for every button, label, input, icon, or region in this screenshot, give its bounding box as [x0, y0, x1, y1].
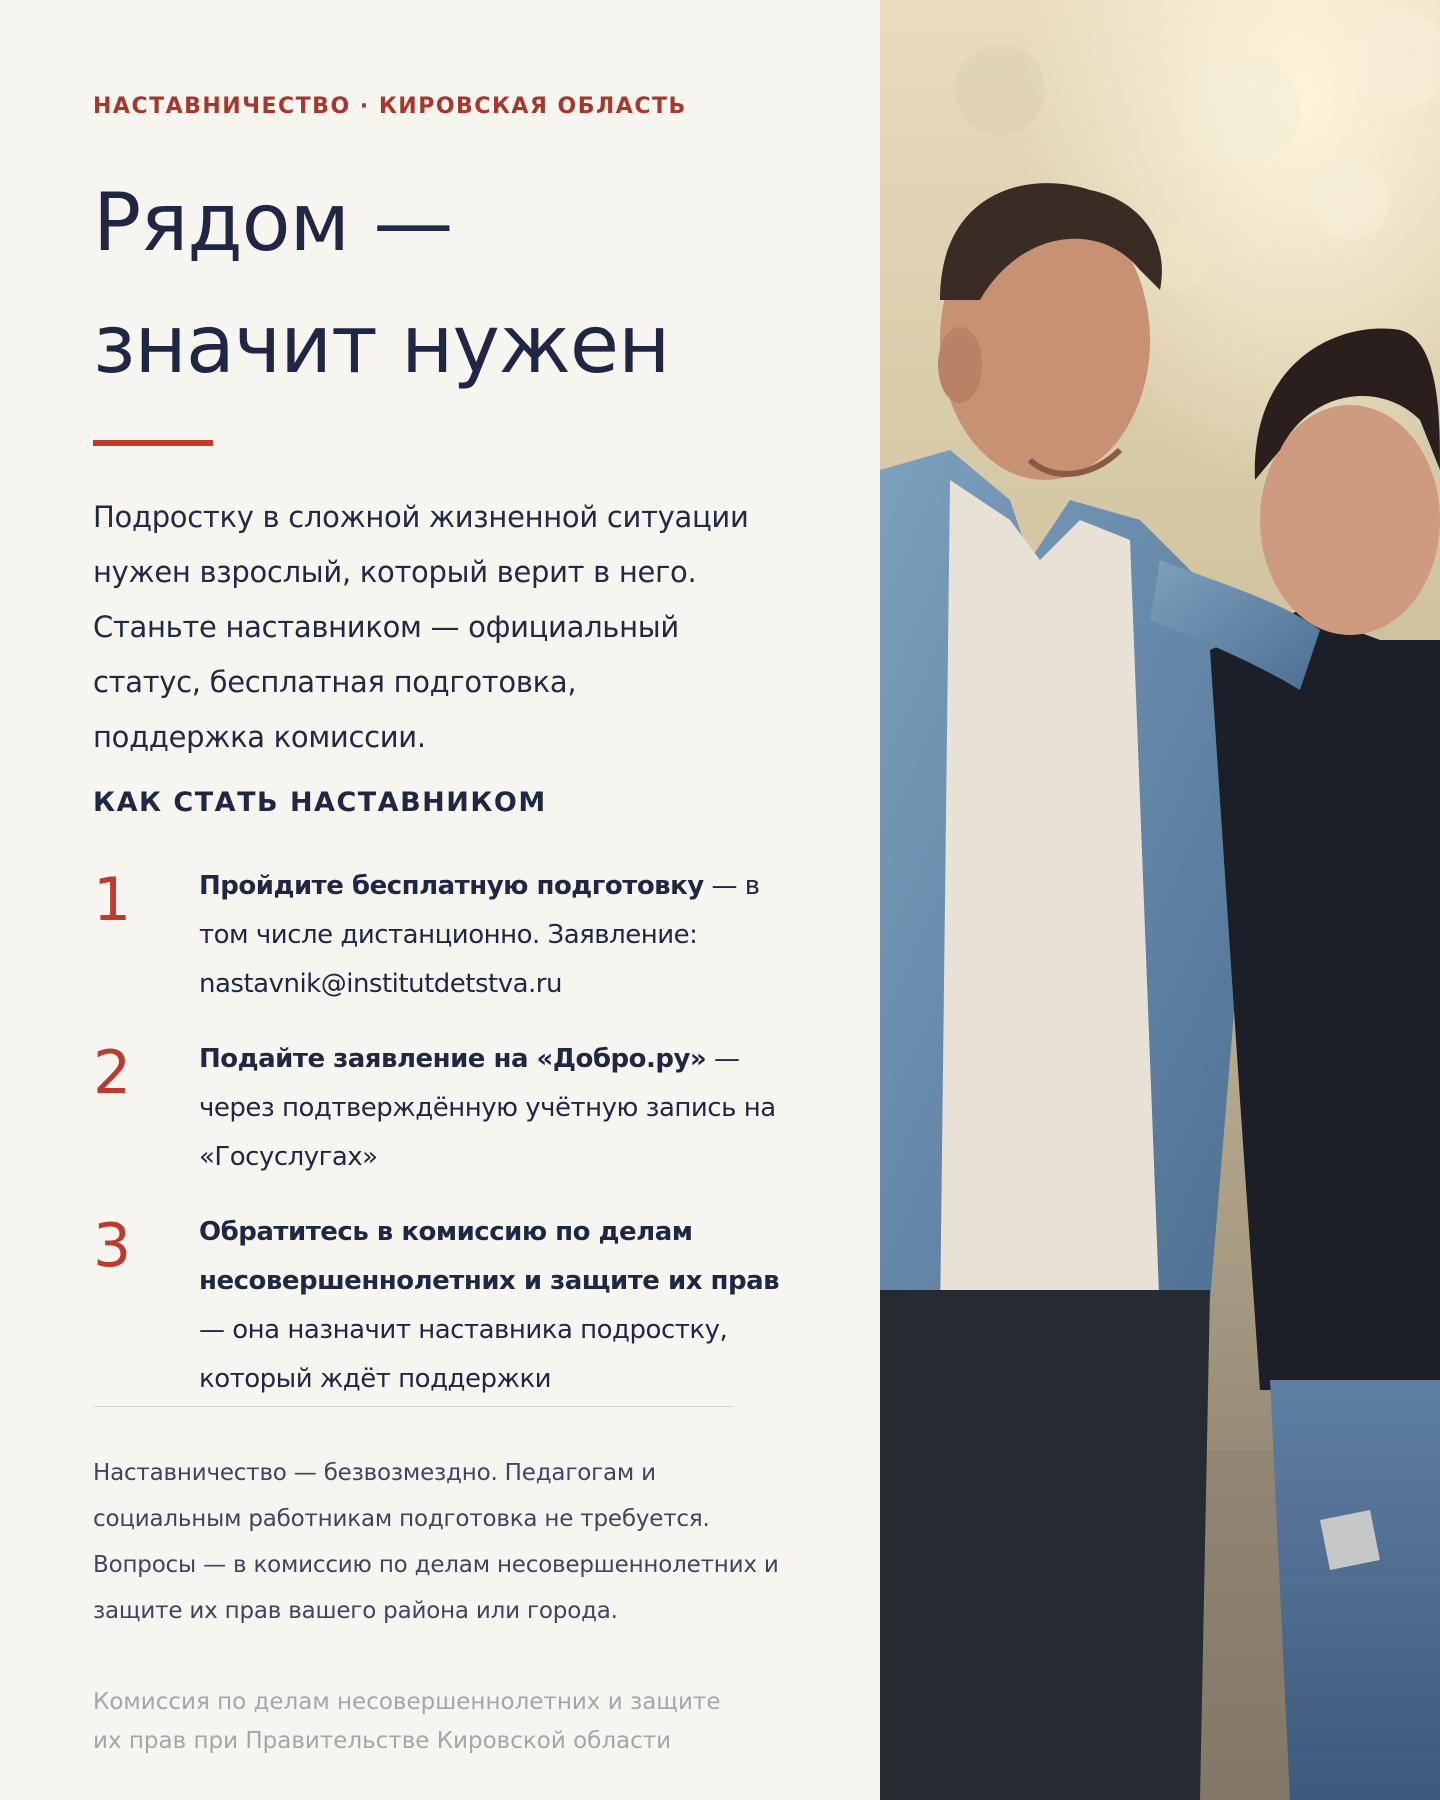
- step-2-rest: — через подтверждённую учётную запись на «Госуслугах»: [199, 1044, 776, 1172]
- kicker: НАСТАВНИЧЕСТВО · КИРОВСКАЯ ОБЛАСТЬ: [93, 94, 687, 119]
- mentor-photo: [880, 0, 1440, 1800]
- step-1-bold: Пройдите бесплатную подготовку: [199, 871, 704, 901]
- step-1-rest: — в том числе дистанционно. Заявление: nastavnik@institutdetstva.ru: [199, 871, 760, 999]
- footer-credit: Комиссия по делам несовершеннолетних и защите их прав при Правительстве Кировской области: [93, 1689, 721, 1754]
- step-3-rest: — она назначит наставника подростку, который ждёт поддержки: [199, 1315, 728, 1394]
- step-2-bold: Подайте заявление на «Добро.ру»: [199, 1044, 707, 1074]
- step-3-bold: Обратитесь в комиссию по делам несовершеннолетних и защите их прав: [199, 1217, 780, 1296]
- step-2-text: [199, 1035, 799, 1182]
- headline-line-1: Рядом —: [93, 176, 453, 269]
- accent-rule: [93, 440, 213, 446]
- mentor-photo-illustration: [880, 0, 1440, 1800]
- note-paragraph: Наставничество — безвозмездно. Педагогам и социальным работникам подготовка не требуется. Вопросы — в комиссию по делам несовершеннолетних и защите их прав вашего района или города.: [93, 1460, 779, 1624]
- headline-line-2: значит нужен: [93, 298, 670, 391]
- steps-title: КАК СТАТЬ НАСТАВНИКОМ: [93, 787, 547, 818]
- step-1-number: 1: [93, 865, 132, 935]
- step-2-number: 2: [93, 1038, 132, 1108]
- headline: [93, 162, 833, 406]
- step-3-text: [199, 1208, 799, 1404]
- step-3-number: 3: [93, 1211, 132, 1281]
- step-1-text: [199, 862, 799, 1009]
- lead-paragraph: Подростку в сложной жизненной ситуации нужен взрослый, который верит в него. Станьте наставником — официальный статус, бесплатная подготовка, поддержка комиссии.: [93, 500, 749, 754]
- divider: [93, 1406, 733, 1407]
